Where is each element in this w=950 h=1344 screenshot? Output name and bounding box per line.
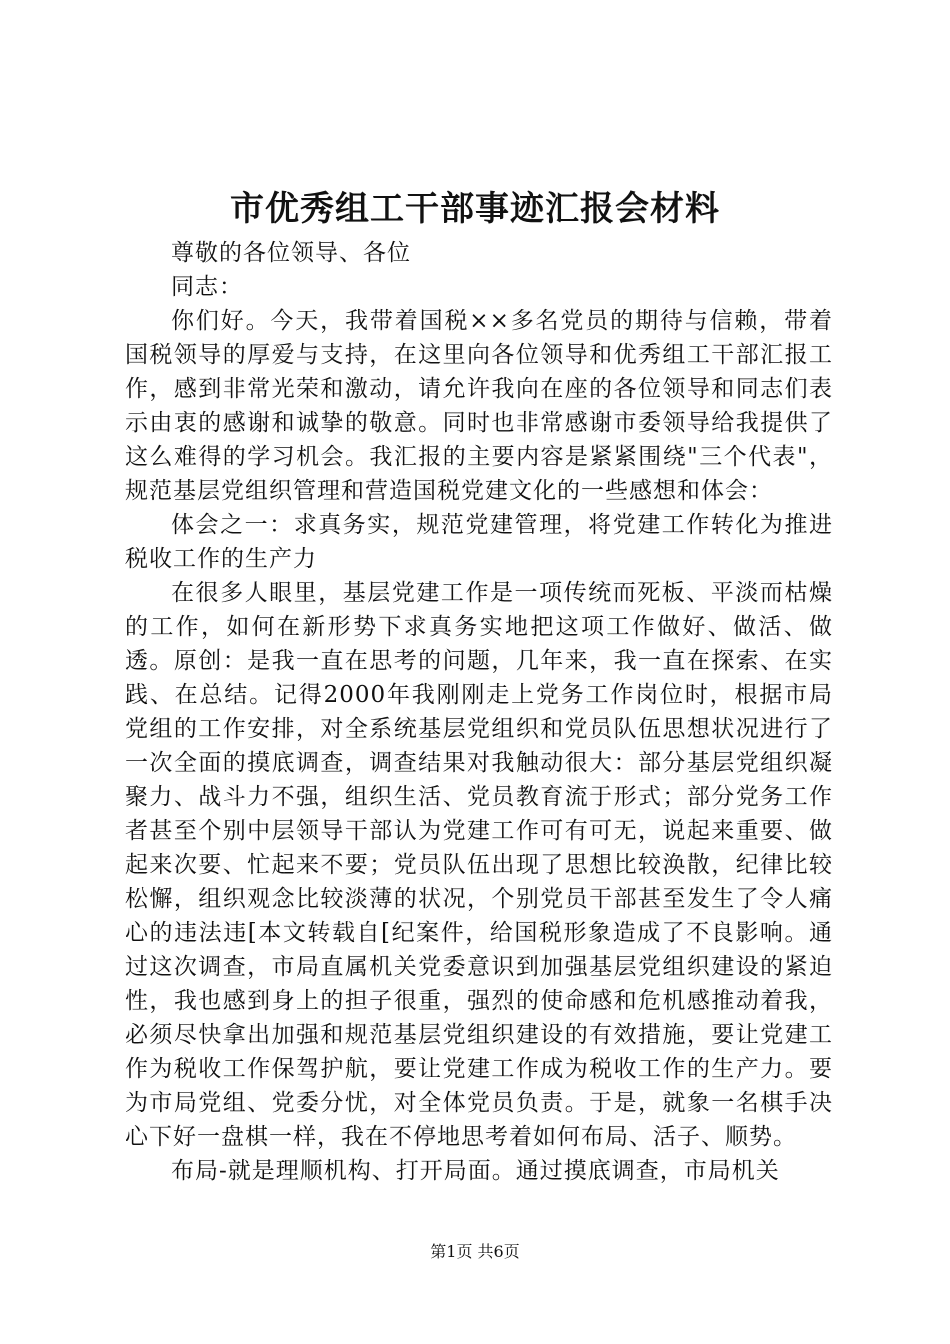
paragraph-main: 在很多人眼里，基层党建工作是一项传统而死板、平淡而枯燥的工作，如何在新形势下求真务实地把这项工作做好、做活、做透。原创：是我一直在思考的问题，几年来，我一直在探索、在实践、在总结。记得2000年我刚刚走上党务工作岗位时，根据市局党组的工作安排，对全系统基层党组织和党员队伍思想状况进行了一次全面的摸底调查，调查结果对我触动很大：部分基层党组织凝聚力、战斗力不强，组织生活、党员教育流于形式；部分党务工作者甚至个别中层领导干部认为党建工作可有可无，说起来重要、做起来次要、忙起来不要；党员队伍出现了思想比较涣散，纪律比较松懈，组织观念比较淡薄的状况，个别党员干部甚至发生了令人痛心的违法违[本文转载自[纪案件，给国税形象造成了不良影响。通过这次调查，市局直属机关党委意识到加强基层党组织建设的紧迫性，我也感到身上的担子很重，强烈的使命感和危机感推动着我，必须尽快拿出加强和规范基层党组织建设的有效措施，要让党建工作为税收工作保驾护航，要让党建工作成为税收工作的生产力。要为市局党组、党委分忧，对全体党员负责。于是，就象一名棋手决心下好一盘棋一样，我在不停地思考着如何布局、活子、顺势。	[125, 580, 833, 1150]
paragraph-heading-one: 体会之一：求真务实，规范党建管理，将党建工作转化为推进税收工作的生产力	[125, 512, 833, 572]
document-title: 市优秀组工干部事迹汇报会材料	[230, 189, 720, 229]
paragraph-layout: 布局-就是理顺机构、打开局面。通过摸底调查，市局机关	[171, 1158, 780, 1184]
document-body	[125, 236, 833, 1188]
paragraph-greeting: 你们好。今天，我带着国税××多名党员的期待与信赖，带着国税领导的厚爱与支持，在这里向各位领导和优秀组工干部汇报工作，感到非常光荣和激动，请允许我向在座的各位领导和同志们表示由衷的感谢和诚挚的敬意。同时也非常感谢市委领导给我提供了这么难得的学习机会。我汇报的主要内容是紧紧围绕"三个代表"，规范基层党组织管理和营造国税党建文化的一些感想和体会：	[125, 308, 833, 504]
page-footer: 第1页 共6页	[430, 1242, 520, 1261]
salutation-line-1: 尊敬的各位领导、各位	[171, 240, 411, 266]
salutation-line-2: 同志：	[171, 274, 243, 300]
